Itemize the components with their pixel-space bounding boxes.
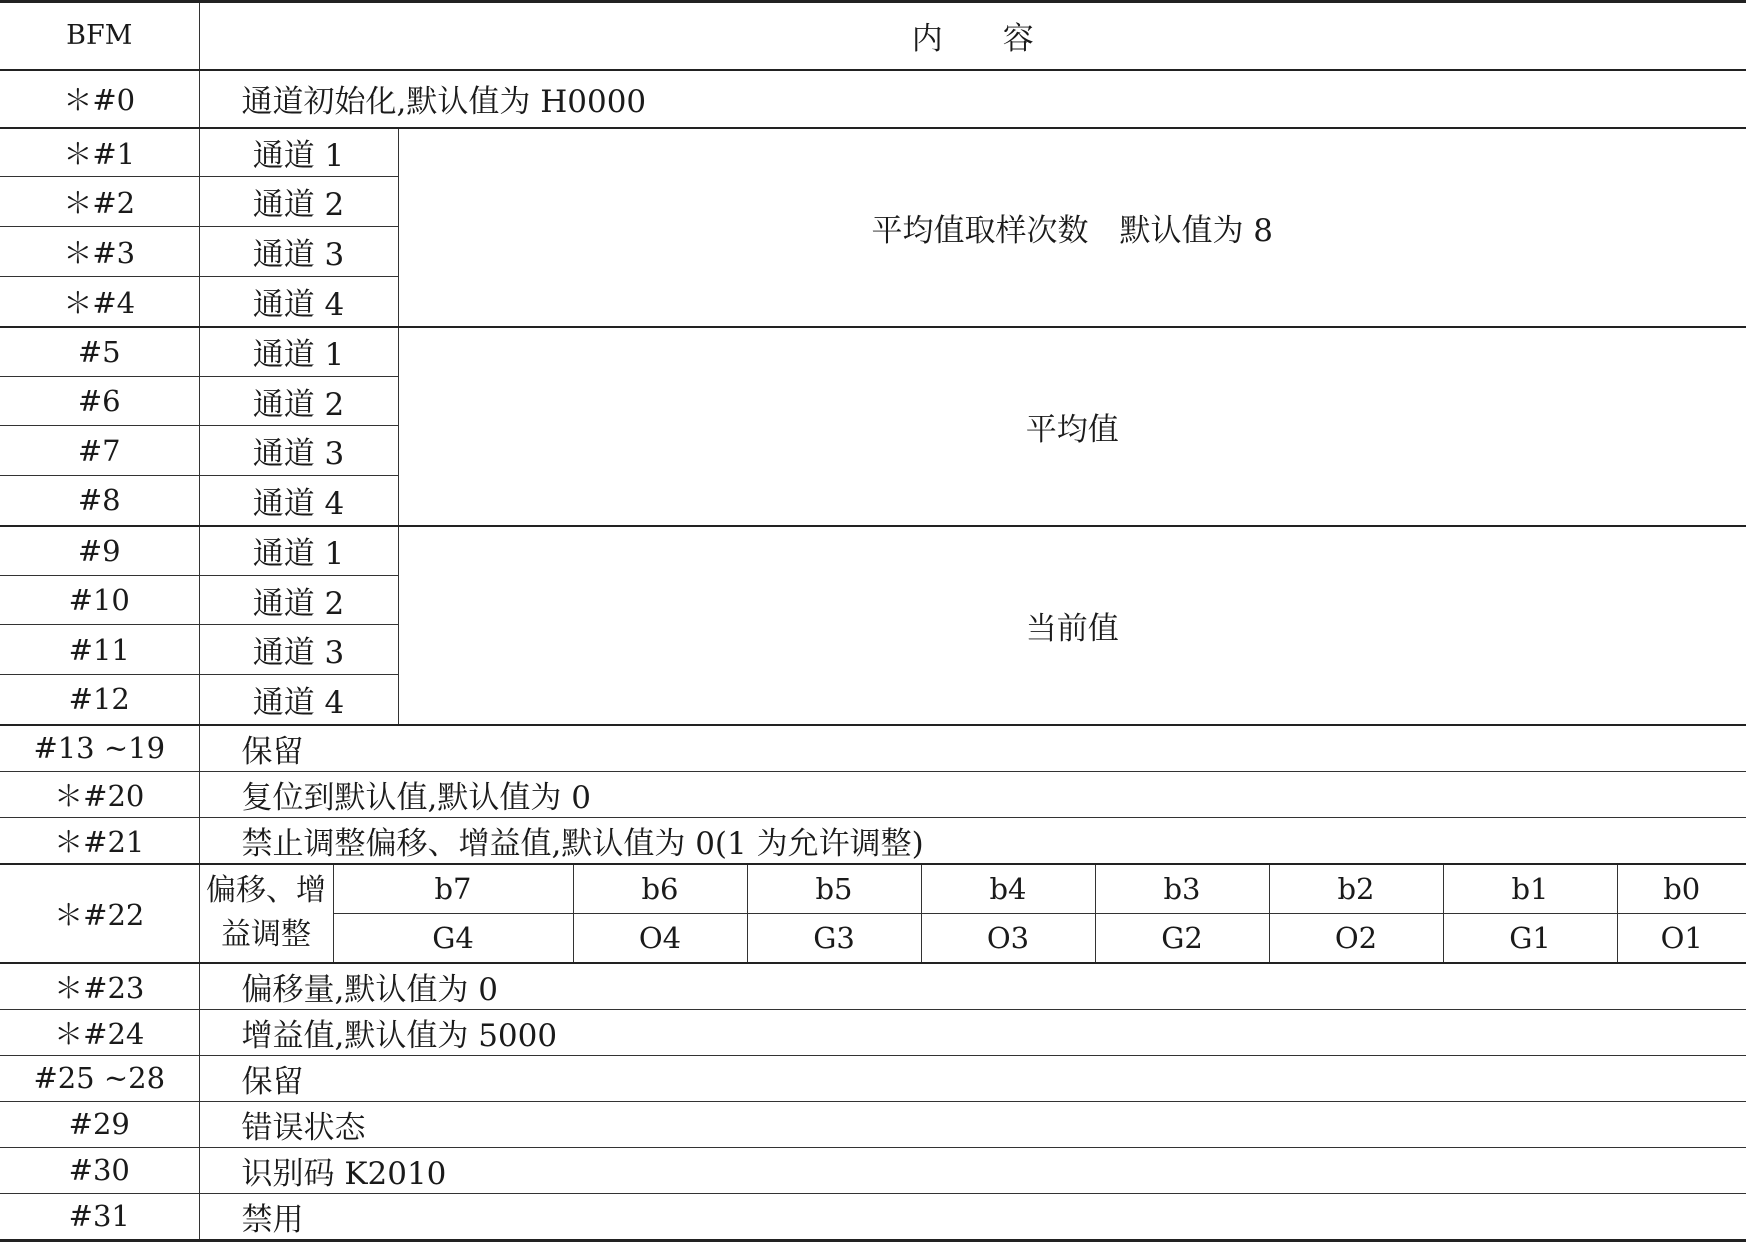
bit-value: G1 xyxy=(1443,914,1617,963)
bit-group-label-line: 益调整 xyxy=(221,917,311,952)
row-description: 通道初始化,默认值为 H0000 xyxy=(199,70,1746,128)
bit-value: G4 xyxy=(333,914,573,963)
channel-label: 通道 1 xyxy=(199,526,398,576)
bit-index: b5 xyxy=(747,864,921,914)
bfm-address: ＊#3 xyxy=(0,227,199,277)
bit-value: O3 xyxy=(921,914,1095,963)
bfm-address: ＊#0 xyxy=(0,70,199,128)
bit-index: b3 xyxy=(1095,864,1269,914)
table-row xyxy=(0,817,1746,864)
channel-label: 通道 2 xyxy=(199,576,398,625)
bit-index: b6 xyxy=(573,864,747,914)
table-row xyxy=(0,771,1746,817)
bfm-address: ＊#21 xyxy=(0,817,199,864)
bfm-address: #30 xyxy=(0,1147,199,1193)
bfm-address: #6 xyxy=(0,377,199,426)
bfm-address: ＊#24 xyxy=(0,1009,199,1055)
bfm-address: #25 ~28 xyxy=(0,1055,199,1101)
group-description: 平均值取样次数 默认值为 8 xyxy=(398,128,1746,327)
table-row xyxy=(0,70,1746,128)
row-description: 偏移量,默认值为 0 xyxy=(199,963,1746,1010)
bit-value: O1 xyxy=(1617,914,1746,963)
bit-value: G2 xyxy=(1095,914,1269,963)
header-row xyxy=(0,2,1746,70)
bfm-address: #29 xyxy=(0,1101,199,1147)
bfm-address: ＊#23 xyxy=(0,963,199,1010)
table-row xyxy=(0,327,1746,377)
bfm-address: ＊#1 xyxy=(0,128,199,177)
table-row xyxy=(0,1009,1746,1055)
channel-label: 通道 4 xyxy=(199,476,398,526)
header-bfm: BFM xyxy=(0,2,199,70)
row-description: 禁止调整偏移、增益值,默认值为 0(1 为允许调整) xyxy=(199,817,1746,864)
row-description: 保留 xyxy=(199,1055,1746,1101)
channel-label: 通道 2 xyxy=(199,377,398,426)
bfm-address: #10 xyxy=(0,576,199,625)
bit-index: b0 xyxy=(1617,864,1746,914)
channel-label: 通道 3 xyxy=(199,426,398,476)
bit-value: G3 xyxy=(747,914,921,963)
row-description: 识别码 K2010 xyxy=(199,1147,1746,1193)
bfm-address: #9 xyxy=(0,526,199,576)
bfm-address: ＊#4 xyxy=(0,277,199,327)
bit-index: b7 xyxy=(333,864,573,914)
table-row xyxy=(0,1055,1746,1101)
bit-value: O4 xyxy=(573,914,747,963)
channel-label: 通道 4 xyxy=(199,675,398,725)
bit-value: O2 xyxy=(1269,914,1443,963)
row-description: 保留 xyxy=(199,725,1746,772)
bfm-address: #11 xyxy=(0,625,199,675)
table-row xyxy=(0,1101,1746,1147)
bit-index: b1 xyxy=(1443,864,1617,914)
table-row xyxy=(0,526,1746,576)
channel-label: 通道 4 xyxy=(199,277,398,327)
channel-label: 通道 1 xyxy=(199,128,398,177)
bfm-address: #13 ~19 xyxy=(0,725,199,772)
bfm-address: #8 xyxy=(0,476,199,526)
table-row xyxy=(0,725,1746,772)
group-description: 平均值 xyxy=(398,327,1746,526)
row-description: 复位到默认值,默认值为 0 xyxy=(199,771,1746,817)
table-row xyxy=(0,1147,1746,1193)
bfm-address: #7 xyxy=(0,426,199,476)
bfm-address: ＊#2 xyxy=(0,177,199,227)
group-description: 当前值 xyxy=(398,526,1746,725)
header-content: 内容 xyxy=(199,2,1746,70)
bfm-address: #31 xyxy=(0,1193,199,1240)
bfm-address: #12 xyxy=(0,675,199,725)
bit-group-label-line: 偏移、增 xyxy=(206,873,326,908)
bit-group-label xyxy=(199,864,333,963)
channel-label: 通道 3 xyxy=(199,625,398,675)
bfm-address: #5 xyxy=(0,327,199,377)
table-row xyxy=(0,128,1746,177)
table-row xyxy=(0,864,1746,914)
bit-index: b4 xyxy=(921,864,1095,914)
bit-index: b2 xyxy=(1269,864,1443,914)
bfm-address: ＊#20 xyxy=(0,771,199,817)
channel-label: 通道 1 xyxy=(199,327,398,377)
row-description: 错误状态 xyxy=(199,1101,1746,1147)
channel-label: 通道 3 xyxy=(199,227,398,277)
channel-label: 通道 2 xyxy=(199,177,398,227)
table-row xyxy=(0,1193,1746,1240)
table-row xyxy=(0,963,1746,1010)
row-description: 增益值,默认值为 5000 xyxy=(199,1009,1746,1055)
bfm-address: ＊#22 xyxy=(0,864,199,963)
row-description: 禁用 xyxy=(199,1193,1746,1240)
